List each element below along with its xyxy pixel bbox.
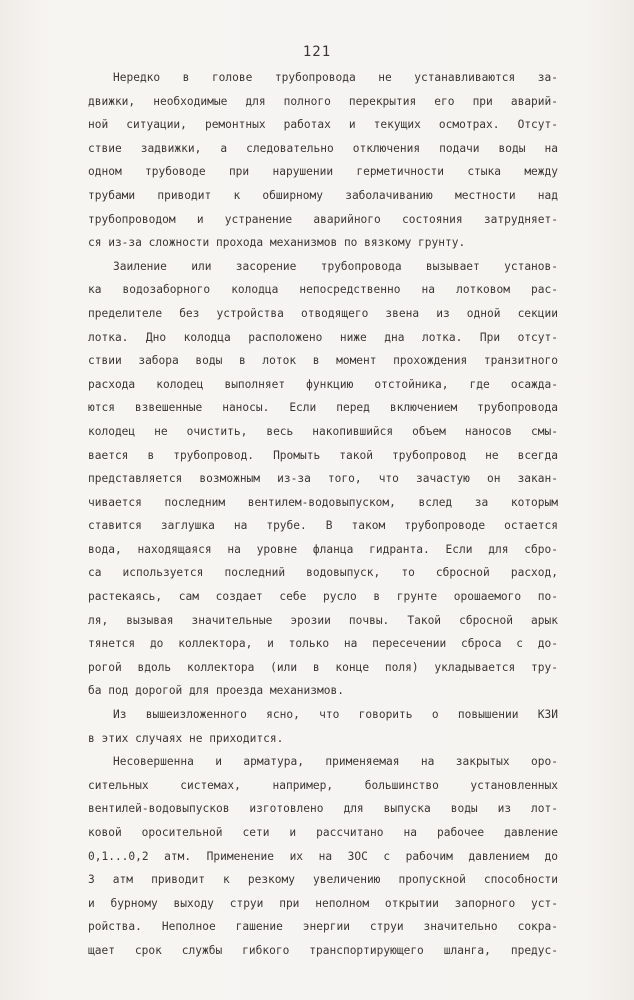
text-line: чивается последним вентилем-водовыпуском, вслед за которым [88,495,558,509]
text-line: и бурному выходу струи при неполном открытии запорного уст- [88,896,558,910]
text-line: ля, вызывая значительные эрозии почвы. Такой сбросной арык [88,613,558,627]
text-line: Несовершенна и арматура, применяемая на закрытых оро- [113,755,558,769]
page-number: 121 [302,44,332,60]
text-line: ной ситуации, ремонтных работах и текущих осмотрах. Отсут- [88,118,558,132]
text-line: вода, находящаяся на уровне фланца гидранта. Если для сбро- [88,542,558,556]
text-line: ба под дорогой для проезда механизмов. [88,684,344,698]
text-line: рогой вдоль коллектора (или в конце поля) укладывается тру- [88,660,558,674]
text-line: ставится заглушка на трубе. В таком трубопроводе остается [88,519,558,533]
text-line: одном трубоводе при нарушении герметичности стыка между [88,165,558,179]
text-line: щает срок службы гибкого транспортирующего шланга, предус- [88,943,558,957]
text-line: са используется последний водовыпуск, то сбросной расход, [88,566,558,580]
text-line: трубами приводит к обширному заболачиванию местности над [88,188,558,202]
text-line: ся из-за сложности прохода механизмов по вязкому грунту. [88,236,466,250]
text-line: растекаясь, сам создает себе русло в грунте орошаемого по- [88,590,558,604]
text-line: лотка. Дно колодца расположено ниже дна лотка. При отсут- [88,330,558,344]
text-line: ствии забора воды в лоток в момент прохождения транзитного [88,354,558,368]
text-line: ются взвешенные наносы. Если перед включением трубопровода [88,401,558,415]
text-line: представляется возможным из-за того, что зачастую он закан- [88,472,558,486]
text-line: колодец не очистить, весь накопившийся объем наносов смы- [88,424,558,438]
text-line: вентилей-водовыпусков изготовлено для выпуска воды из лот- [88,802,558,816]
text-line: в этих случаях не приходится. [88,731,284,745]
text-line: сительных системах, например, большинство установленных [88,778,558,792]
text-line: тянется до коллектора, и только на пересечении сброса с до- [88,637,558,651]
text-line: 3 атм приводит к резкому увеличению пропускной способности [88,873,558,887]
text-line: 0,1...0,2 атм. Применение их на ЗОС с рабочим давлением до [88,849,558,863]
text-line: ствие задвижки, а следовательно отключения подачи воды на [88,141,558,155]
text-line: Нередко в голове трубопровода не устанавливаются за- [113,71,558,84]
text-line: ка водозаборного колодца непосредственно на лотковом рас- [88,283,558,297]
text-line: пределителе без устройства отводящего звена из одной секции [88,306,558,320]
text-line: трубопроводом и устранение аварийного состояния затрудняет- [88,212,558,226]
text-line: ройства. Неполное гашение энергии струи значительно сокра- [88,920,558,934]
document-body [88,66,558,963]
text-line: вается в трубопровод. Промыть такой трубопровод не всегда [88,448,558,462]
text-line: Из вышеизложенного ясно, что говорить о повышении КЗИ [113,708,558,722]
text-line: Заиление или засорение трубопровода вызывает установ- [113,259,558,273]
text-line: движки, необходимые для полного перекрытия его при аварий- [88,94,558,108]
text-line: ковой оросительной сети и рассчитано на рабочее давление [88,826,558,839]
text-line: расхода колодец выполняет функцию отстойника, где осажда- [88,377,558,391]
